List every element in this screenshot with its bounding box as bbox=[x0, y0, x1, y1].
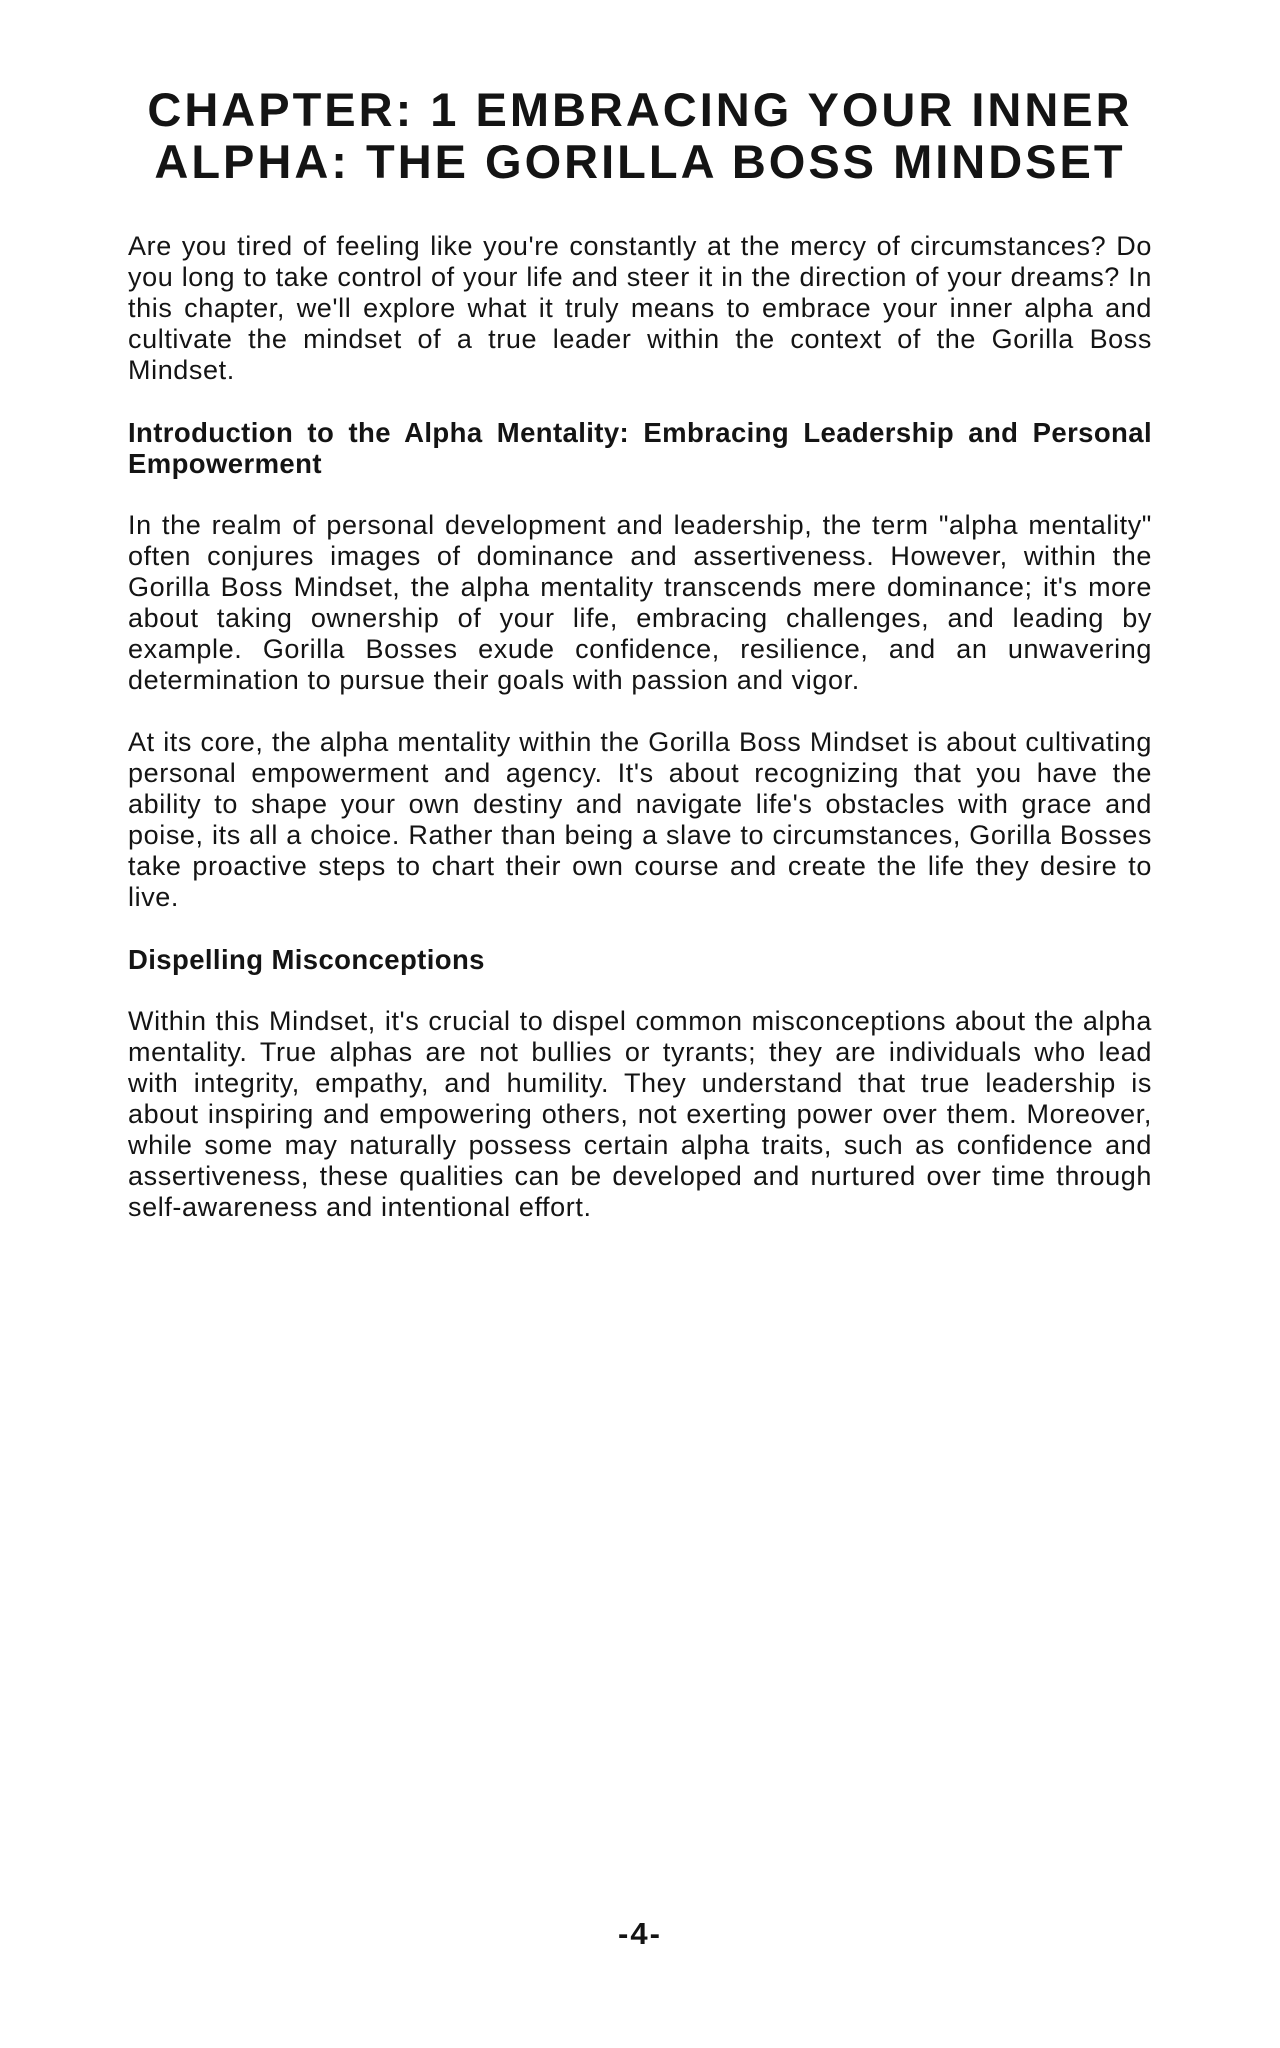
paragraph-opening-questions: Are you tired of feeling like you're constantly at the mercy of circumstances? Do you long to take control of your life and steer it in the direction of your dreams? In this chapter, we'll explore what it truly means to embrace your inner alpha and cultivate the mindset of a true leader within the context of the Gorilla Boss Mindset. bbox=[128, 231, 1152, 386]
section-heading-introduction-alpha-mentality: Introduction to the Alpha Mentality: Embracing Leadership and Personal Empowerment bbox=[128, 417, 1152, 480]
page-number: -4- bbox=[618, 1916, 662, 1951]
chapter-title: CHAPTER: 1 EMBRACING YOUR INNER ALPHA: THE GORILLA BOSS MINDSET bbox=[147, 83, 1133, 188]
paragraph-misconceptions: Within this Mindset, it's crucial to dispel common misconceptions about the alpha mentality. True alphas are not bullies or tyrants; they are individuals who lead with integrity, empathy, and humility. They understand that true leadership is about inspiring and empowering others, not exerting power over them. Moreover, while some may naturally possess certain alpha traits, such as confidence and assertiveness, these qualities can be developed and nurtured over time through self-awareness and intentional effort. bbox=[128, 1006, 1152, 1223]
paragraph-alpha-mentality-definition: In the realm of personal development and leadership, the term "alpha mentality" often conjures images of dominance and assertiveness. However, within the Gorilla Boss Mindset, the alpha mentality transcends mere dominance; it's more about taking ownership of your life, embracing challenges, and leading by example. Gorilla Bosses exude confidence, resilience, and an unwavering determination to pursue their goals with passion and vigor. bbox=[128, 510, 1152, 696]
paragraph-at-its-core: At its core, the alpha mentality within the Gorilla Boss Mindset is about cultivating personal empowerment and agency. It's about recognizing that you have the ability to shape your own destiny and navigate life's obstacles with grace and poise, its all a choice. Rather than being a slave to circumstances, Gorilla Bosses take proactive steps to chart their own course and create the life they desire to live. bbox=[128, 727, 1152, 913]
section-heading-dispelling-misconceptions: Dispelling Misconceptions bbox=[128, 944, 485, 976]
